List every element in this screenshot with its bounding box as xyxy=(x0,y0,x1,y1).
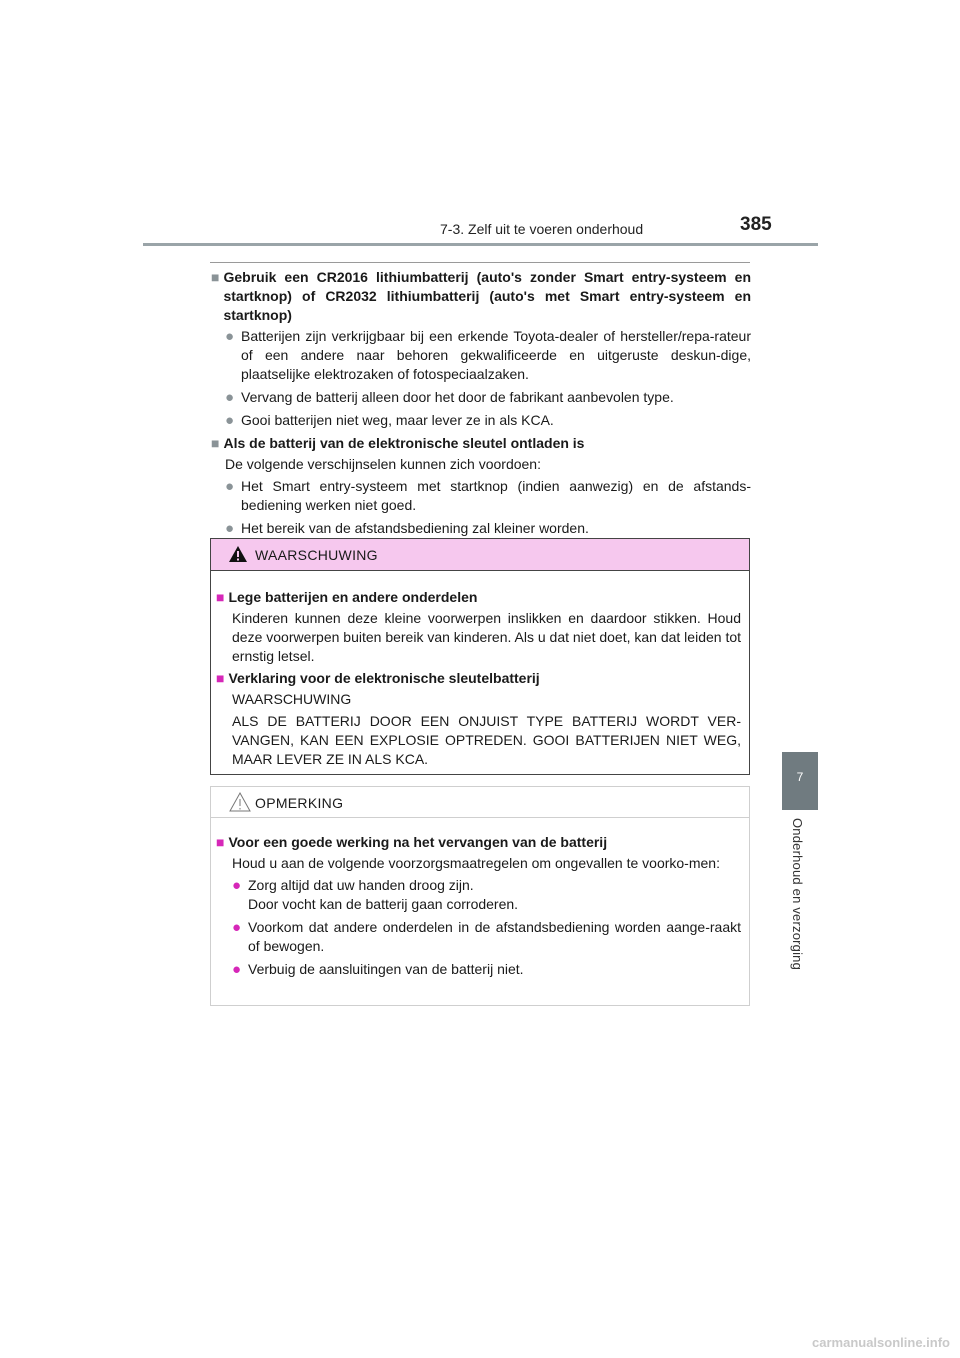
warning-text: Kinderen kunnen deze kleine voorwerpen inslikken en daardoor stikken. Houd deze voorwerpen buiten bereik van kinderen. Als u dat niet doet, kan dat leiden tot ernstig letsel. xyxy=(232,610,742,664)
section-intro: De volgende verschijnselen kunnen zich voordoen: xyxy=(225,456,541,472)
square-bullet-icon: ■ xyxy=(216,670,225,686)
list-item: ● Batterijen zijn verkrijgbaar bij een erkende Toyota-dealer of hersteller/repa-rateur of een andere naar behoren gekwalificeerde en uitgeruste deskun-dige, plaatselijke elektrozaken of fotospeciaalzaken. xyxy=(225,328,751,382)
chapter-title: Onderhoud en verzorging xyxy=(790,818,805,971)
note-box xyxy=(210,786,750,1006)
list-item: ● Vervang de batterij alleen door het door de fabrikant aanbevolen type. xyxy=(225,389,674,406)
watermark: carmanualsonline.info xyxy=(812,1335,950,1350)
warning-triangle-icon xyxy=(228,545,248,563)
note-body xyxy=(211,818,749,979)
header-rule xyxy=(143,243,818,246)
list-item: ● Verbuig de aansluitingen van de batterij niet. xyxy=(232,961,524,978)
warning-heading: ■ Lege batterijen en andere onderdelen xyxy=(216,589,478,605)
list-item: ● Gooi batterijen niet weg, maar lever ze in als KCA. xyxy=(225,412,554,429)
warning-header xyxy=(211,539,749,571)
square-bullet-icon: ■ xyxy=(216,589,225,605)
list-item: ● Het bereik van de afstandsbediening zal kleiner worden. xyxy=(225,520,589,537)
square-bullet-icon: ■ xyxy=(216,834,225,850)
warning-box xyxy=(210,538,750,775)
circle-bullet-icon: ● xyxy=(232,877,242,894)
warning-label: WAARSCHUWING xyxy=(255,547,378,563)
section-heading: ■ Als de batterij van de elektronische sleutel ontladen is xyxy=(211,435,585,451)
circle-bullet-icon: ● xyxy=(225,412,235,429)
list-item: ● Zorg altijd dat uw handen droog zijn. Door vocht kan de batterij gaan corroderen. xyxy=(232,877,519,912)
circle-bullet-icon: ● xyxy=(225,389,235,406)
note-intro: Houd u aan de volgende voorzorgsmaatregelen om ongevallen te voorko-men: xyxy=(232,855,720,871)
circle-bullet-icon: ● xyxy=(225,520,235,537)
square-bullet-icon: ■ xyxy=(211,435,220,451)
caution-triangle-icon xyxy=(228,791,252,813)
list-item: ● Het Smart entry-systeem met startknop (indien aanwezig) en de afstands-bediening werken niet goed. xyxy=(225,478,751,513)
note-header xyxy=(211,787,749,818)
circle-bullet-icon: ● xyxy=(225,328,235,345)
content-rule xyxy=(210,262,750,263)
warning-body xyxy=(211,571,749,769)
main-content xyxy=(211,265,751,542)
note-heading: ■ Voor een goede werking na het vervangen van de batterij xyxy=(216,834,608,850)
note-label: OPMERKING xyxy=(255,795,344,811)
list-item: ● Voorkom dat andere onderdelen in de afstandsbediening worden aange-raakt of bewogen. xyxy=(232,919,741,954)
square-bullet-icon: ■ xyxy=(211,269,220,285)
circle-bullet-icon: ● xyxy=(232,919,242,936)
chapter-tab: 7 xyxy=(782,752,818,810)
circle-bullet-icon: ● xyxy=(232,961,242,978)
page-number: 385 xyxy=(740,214,772,235)
warning-text: ALS DE BATTERIJ DOOR EEN ONJUIST TYPE BATTERIJ WORDT VER-VANGEN, KAN EEN EXPLOSIE OPTREDEN. GOOI BATTERIJEN NIET WEG, MAAR LEVER ZE IN ALS KCA. xyxy=(232,713,741,767)
circle-bullet-icon: ● xyxy=(225,478,235,495)
section-title: 7-3. Zelf uit te voeren onderhoud xyxy=(440,221,644,237)
warning-text: WAARSCHUWING xyxy=(232,691,352,707)
section-heading: ■ Gebruik een CR2016 lithiumbatterij (auto's zonder Smart entry-systeem en startknop) of CR2032 lithiumbatterij (auto's met Smart entry-systeem en startknop) xyxy=(211,269,751,323)
warning-heading: ■ Verklaring voor de elektronische sleutelbatterij xyxy=(216,670,540,686)
